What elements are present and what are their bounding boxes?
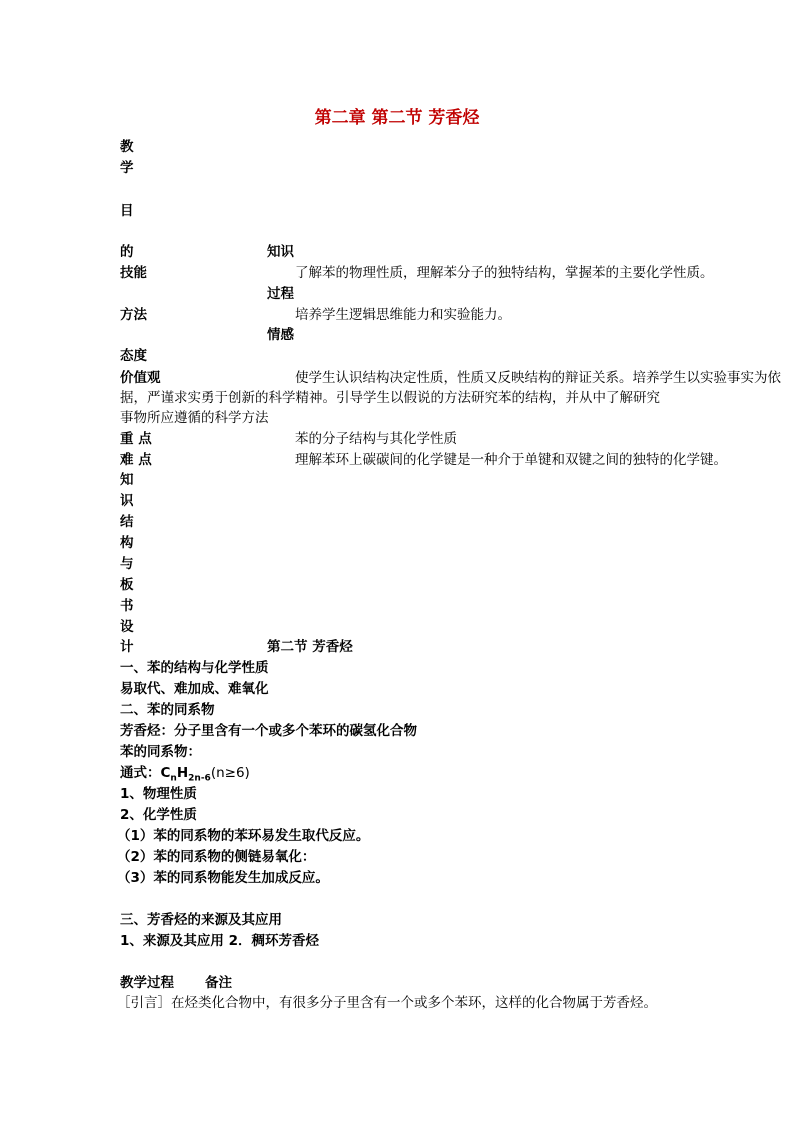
key-point-text: 苯的分子结构与其化学性质 bbox=[295, 431, 457, 447]
skill-label: 技能 bbox=[120, 265, 147, 281]
skill-text: 了解苯的物理性质，理解苯分子的独特结构，掌握苯的主要化学性质。 bbox=[295, 265, 714, 281]
board-label-char: 与 bbox=[120, 556, 134, 572]
emotion-label: 情感 bbox=[267, 327, 294, 343]
board-line: （1）苯的同系物的苯环易发生取代反应。 bbox=[117, 828, 370, 844]
board-line: （3）苯的同系物能发生加成反应。 bbox=[117, 870, 329, 886]
process-label: 过程 bbox=[267, 286, 294, 302]
board-line: 2、化学性质 bbox=[120, 807, 197, 823]
formula-subscript-n: n bbox=[170, 773, 177, 784]
board-line: 芳香烃：分子里含有一个或多个苯环的碳氢化合物 bbox=[120, 723, 417, 739]
objectives-label-char: 的 bbox=[120, 244, 134, 260]
board-label-char: 计 bbox=[120, 639, 134, 655]
general-formula bbox=[120, 763, 250, 783]
values-text-line: 事物所应遵循的科学方法 bbox=[120, 410, 269, 426]
objectives-label-char: 教 bbox=[120, 139, 134, 155]
board-line: 1、物理性质 bbox=[120, 786, 197, 802]
difficult-point-label: 难 点 bbox=[120, 452, 152, 468]
board-label-char: 书 bbox=[120, 598, 134, 614]
board-label-char: 知 bbox=[120, 472, 134, 488]
board-line: 二、苯的同系物 bbox=[120, 702, 215, 718]
values-label: 价值观 bbox=[120, 370, 161, 386]
section3-heading: 三、芳香烃的来源及其应用 bbox=[120, 912, 282, 928]
process-heading: 教学过程 bbox=[120, 975, 174, 991]
key-point-label: 重 点 bbox=[120, 431, 152, 447]
board-heading: 第二节 芳香烃 bbox=[267, 639, 353, 655]
board-label-char: 设 bbox=[120, 619, 134, 635]
values-text-line: 据，严谨求实勇于创新的科学精神。引导学生以假说的方法研究苯的结构，并从中了解研究 bbox=[120, 390, 660, 406]
board-line: 苯的同系物： bbox=[120, 744, 201, 760]
objectives-label-char: 目 bbox=[120, 203, 134, 219]
board-label-char: 结 bbox=[120, 514, 134, 530]
section3-items: 1、来源及其应用 2．稠环芳香烃 bbox=[120, 933, 319, 949]
board-label-char: 识 bbox=[120, 493, 134, 509]
attitude-label: 态度 bbox=[120, 348, 147, 364]
intro-tag: ［引言］ bbox=[117, 995, 171, 1011]
formula-subscript-2n6: 2n-6 bbox=[188, 773, 211, 784]
board-line: 一、苯的结构与化学性质 bbox=[120, 660, 269, 676]
board-line: 易取代、难加成、难氧化 bbox=[120, 681, 269, 697]
values-text-line: 使学生认识结构决定性质，性质又反映结构的辩证关系。培养学生以实验事实为依 bbox=[295, 370, 781, 386]
method-text: 培养学生逻辑思维能力和实验能力。 bbox=[295, 307, 511, 323]
note-heading: 备注 bbox=[205, 975, 232, 991]
board-label-char: 构 bbox=[120, 535, 134, 551]
knowledge-label: 知识 bbox=[267, 244, 294, 260]
method-label: 方法 bbox=[120, 307, 147, 323]
intro-text: 在烃类化合物中，有很多分子里含有一个或多个苯环，这样的化合物属于芳香烃。 bbox=[171, 995, 657, 1011]
formula-suffix: (n≥6) bbox=[210, 765, 250, 781]
board-line: （2）苯的同系物的侧链易氧化： bbox=[117, 849, 316, 865]
page-title: 第二章 第二节 芳香烃 bbox=[314, 108, 480, 128]
objectives-label-char: 学 bbox=[120, 160, 134, 176]
difficult-point-text: 理解苯环上碳碳间的化学键是一种介于单键和双键之间的独特的化学键。 bbox=[295, 452, 727, 468]
formula-h: H bbox=[176, 765, 189, 781]
board-label-char: 板 bbox=[120, 577, 134, 593]
formula-prefix: 通式：C bbox=[120, 765, 171, 781]
